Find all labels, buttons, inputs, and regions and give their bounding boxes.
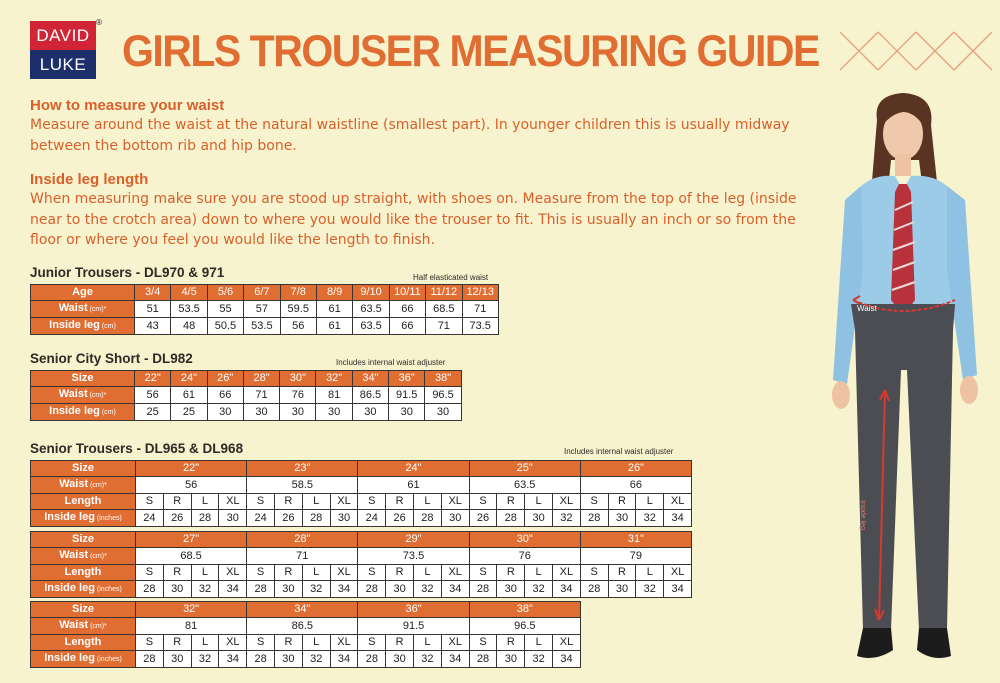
senior-size-label-text: Size: [72, 603, 95, 615]
senior-leg-cell: 30: [608, 581, 636, 598]
short-waist-cell: 56: [135, 387, 171, 404]
senior-leg-label: [31, 581, 136, 598]
senior-leg-cell: 24: [358, 510, 386, 527]
junior-waist-cell: 51: [135, 301, 171, 318]
senior-leg-cell: 32: [636, 510, 664, 527]
senior-length-label: [31, 494, 136, 510]
senior-waist-row: [31, 477, 692, 494]
senior-leg-cell: 34: [330, 581, 358, 598]
senior-leg-cell: 28: [497, 510, 525, 527]
senior-leg-cell: 30: [497, 651, 525, 668]
senior-leg-cell: 34: [441, 651, 469, 668]
senior-length-cell: XL: [330, 494, 358, 510]
junior-age-cell: 3/4: [135, 285, 171, 301]
senior-leg-cell: 34: [553, 651, 581, 668]
senior-leg-cell: 30: [163, 651, 191, 668]
junior-age-cell: 11/12: [426, 285, 462, 301]
senior-leg-cell: 28: [247, 581, 275, 598]
senior-length-row: [31, 494, 692, 510]
senior-leg-cell: 34: [664, 581, 692, 598]
junior-waist-cell: 55: [207, 301, 243, 318]
senior-leg-label-text: Inside leg: [44, 652, 95, 664]
senior-leg-label: [31, 651, 136, 668]
senior-waist-label-unit: (cm)*: [88, 553, 107, 560]
junior-age-cell: 4/5: [171, 285, 207, 301]
senior-waist-cell: 86.5: [247, 618, 358, 635]
junior-age-label: [31, 285, 135, 301]
senior-size-label: [31, 532, 136, 548]
junior-waist-cell: 71: [462, 301, 498, 318]
senior-waist-cell: 66: [580, 477, 691, 494]
senior-length-cell: XL: [553, 494, 581, 510]
junior-age-cell: 9/10: [353, 285, 389, 301]
senior-length-cell: L: [191, 635, 219, 651]
senior-leg-cell: 26: [386, 510, 414, 527]
senior-waist-cell: 61: [358, 477, 469, 494]
senior-length-label-text: Length: [64, 495, 102, 507]
short-size-cell: 36": [389, 371, 425, 387]
senior-leg-cell: 32: [191, 581, 219, 598]
senior-leg-cell: 28: [191, 510, 219, 527]
junior-leg-row: [31, 318, 499, 335]
senior-length-row: [31, 565, 692, 581]
senior-leg-label-text: Inside leg: [44, 511, 95, 523]
junior-leg-cell: 71: [426, 318, 462, 335]
senior-length-cell: S: [580, 494, 608, 510]
senior-leg-cell: 28: [580, 510, 608, 527]
senior-leg-cell: 34: [553, 581, 581, 598]
senior-waist-cell: 71: [247, 548, 358, 565]
short-leg-label-text: Inside leg: [49, 405, 100, 417]
senior-length-cell: R: [275, 565, 303, 581]
senior-leg-cell: 32: [302, 581, 330, 598]
senior-leg-cell: 32: [414, 581, 442, 598]
waist-heading: How to measure your waist: [30, 97, 225, 114]
short-leg-cell: 25: [135, 404, 171, 421]
senior-length-cell: XL: [219, 635, 247, 651]
short-waist-cell: 96.5: [425, 387, 461, 404]
short-size-cell: 26": [207, 371, 243, 387]
short-size-cell: 30": [280, 371, 316, 387]
senior-length-cell: R: [163, 635, 191, 651]
senior-table-title: Senior Trousers - DL965 & DL968: [30, 441, 244, 456]
senior-length-cell: S: [136, 635, 164, 651]
short-waist-label: [31, 387, 135, 404]
senior-leg-row: [31, 581, 692, 598]
senior-length-cell: R: [608, 494, 636, 510]
senior-leg-cell: 34: [219, 581, 247, 598]
short-table-note: Includes internal waist adjuster: [336, 358, 446, 367]
short-waist-cell: 91.5: [389, 387, 425, 404]
senior-length-cell: XL: [664, 565, 692, 581]
senior-leg-cell: 28: [247, 651, 275, 668]
senior-waist-cell: 81: [136, 618, 247, 635]
junior-age-cell: 12/13: [462, 285, 498, 301]
senior-leg-cell: 30: [163, 581, 191, 598]
senior-length-cell: L: [191, 494, 219, 510]
short-size-cell: 38": [425, 371, 461, 387]
senior-length-label-text: Length: [64, 636, 102, 648]
senior-length-cell: R: [163, 565, 191, 581]
short-leg-cell: 30: [280, 404, 316, 421]
senior-waist-cell: 63.5: [469, 477, 580, 494]
junior-waist-cell: 68.5: [426, 301, 462, 318]
senior-size-cell: 24": [358, 461, 469, 477]
short-size-label: [31, 371, 135, 387]
junior-table-title: Junior Trousers - DL970 & 971: [30, 265, 225, 280]
senior-size-cell: 31": [580, 532, 691, 548]
senior-length-cell: S: [469, 494, 497, 510]
senior-leg-cell: 24: [247, 510, 275, 527]
short-leg-cell: 25: [171, 404, 207, 421]
waist-instructions: Measure around the waist at the natural waistline (smallest part). In younger children this is usually midway between the bottom rib and hip bone.: [30, 117, 790, 154]
senior-leg-cell: 26: [163, 510, 191, 527]
junior-leg-cell: 53.5: [244, 318, 280, 335]
junior-leg-cell: 61: [316, 318, 352, 335]
junior-waist-cell: 63.5: [353, 301, 389, 318]
senior-length-cell: S: [136, 494, 164, 510]
short-leg-cell: 30: [316, 404, 352, 421]
senior-length-label-text: Length: [64, 566, 102, 578]
junior-age-cell: 8/9: [316, 285, 352, 301]
senior-leg-cell: 28: [358, 581, 386, 598]
senior-leg-cell: 28: [358, 651, 386, 668]
short-size-cell: 22": [135, 371, 171, 387]
junior-leg-cell: 48: [171, 318, 207, 335]
junior-leg-cell: 56: [280, 318, 316, 335]
junior-age-row: [31, 285, 499, 301]
waist-measure-label: Waist: [857, 304, 877, 313]
senior-waist-cell: 68.5: [136, 548, 247, 565]
senior-leg-cell: 26: [469, 510, 497, 527]
junior-leg-label: [31, 318, 135, 335]
senior-size-label-text: Size: [71, 462, 94, 474]
senior-length-cell: R: [497, 494, 525, 510]
inside-leg-measure-label: Inside leg: [859, 500, 866, 530]
senior-length-cell: XL: [330, 565, 358, 581]
senior-size-row: [31, 602, 581, 618]
senior-leg-cell: 32: [302, 651, 330, 668]
senior-waist-cell: 79: [580, 548, 691, 565]
senior-leg-cell: 30: [497, 581, 525, 598]
senior-length-cell: L: [636, 494, 664, 510]
short-waist-label-text: Waist: [58, 388, 88, 400]
senior-leg-row: [31, 510, 692, 527]
senior-length-cell: XL: [330, 635, 358, 651]
senior-length-cell: XL: [441, 494, 469, 510]
senior-leg-cell: 28: [136, 651, 164, 668]
senior-waist-label-text: Waist: [59, 549, 89, 561]
senior-length-cell: R: [275, 494, 303, 510]
senior-leg-label: [31, 510, 136, 527]
short-leg-cell: 30: [425, 404, 461, 421]
senior-length-cell: L: [525, 494, 553, 510]
senior-length-cell: S: [247, 494, 275, 510]
junior-age-cell: 10/11: [389, 285, 425, 301]
leg-heading: Inside leg length: [30, 171, 149, 188]
senior-leg-cell: 30: [330, 510, 358, 527]
brand-logo-bottom: LUKE: [30, 50, 96, 79]
senior-length-cell: R: [497, 635, 525, 651]
senior-waist-cell: 58.5: [247, 477, 358, 494]
senior-size-row: [31, 461, 692, 477]
senior-length-cell: R: [386, 635, 414, 651]
senior-length-cell: L: [191, 565, 219, 581]
short-leg-label-unit: (cm): [99, 409, 116, 416]
senior-leg-cell: 28: [469, 581, 497, 598]
senior-waist-label-text: Waist: [59, 619, 89, 631]
junior-leg-cell: 66: [389, 318, 425, 335]
senior-length-cell: R: [497, 565, 525, 581]
short-waist-cell: 81: [316, 387, 352, 404]
senior-length-cell: L: [636, 565, 664, 581]
senior-table-note: Includes internal waist adjuster: [564, 447, 674, 456]
junior-table-note: Half elasticated waist: [413, 273, 489, 282]
junior-leg-cell: 63.5: [353, 318, 389, 335]
junior-leg-label-text: Inside leg: [49, 319, 100, 331]
short-table-title: Senior City Short - DL982: [30, 351, 193, 366]
senior-length-cell: L: [302, 565, 330, 581]
senior-leg-cell: 32: [553, 510, 581, 527]
junior-age-cell: 5/6: [207, 285, 243, 301]
senior-length-cell: XL: [219, 494, 247, 510]
senior-length-cell: S: [580, 565, 608, 581]
senior-leg-cell: 28: [414, 510, 442, 527]
senior-length-cell: XL: [553, 635, 581, 651]
senior-length-label: [31, 565, 136, 581]
senior-size-cell: 25": [469, 461, 580, 477]
page-title: GIRLS TROUSER MEASURING GUIDE: [122, 26, 819, 76]
junior-waist-cell: 57: [244, 301, 280, 318]
senior-leg-cell: 24: [136, 510, 164, 527]
short-size-row: [31, 371, 462, 387]
senior-size-cell: 22": [136, 461, 247, 477]
short-size-table: [30, 370, 462, 421]
senior-size-cell: 34": [247, 602, 358, 618]
senior-length-label: [31, 635, 136, 651]
senior-leg-cell: 32: [414, 651, 442, 668]
senior-length-cell: L: [302, 635, 330, 651]
senior-length-cell: XL: [441, 635, 469, 651]
senior-length-cell: L: [414, 565, 442, 581]
senior-size-table-block-2: [30, 531, 692, 598]
senior-waist-label-unit: (cm)*: [88, 623, 107, 630]
senior-leg-cell: 32: [525, 581, 553, 598]
senior-leg-row: [31, 651, 581, 668]
senior-length-cell: S: [469, 635, 497, 651]
senior-size-cell: 28": [247, 532, 358, 548]
senior-length-cell: L: [414, 635, 442, 651]
senior-size-cell: 27": [136, 532, 247, 548]
junior-waist-row: [31, 301, 499, 318]
senior-length-cell: R: [386, 565, 414, 581]
senior-length-cell: S: [247, 635, 275, 651]
senior-leg-cell: 30: [275, 651, 303, 668]
junior-waist-cell: 61: [316, 301, 352, 318]
senior-length-cell: XL: [219, 565, 247, 581]
senior-length-cell: L: [525, 635, 553, 651]
junior-waist-cell: 59.5: [280, 301, 316, 318]
senior-size-label: [31, 602, 136, 618]
junior-waist-cell: 53.5: [171, 301, 207, 318]
senior-length-cell: R: [608, 565, 636, 581]
short-leg-cell: 30: [243, 404, 279, 421]
senior-leg-cell: 30: [386, 651, 414, 668]
senior-length-cell: XL: [553, 565, 581, 581]
senior-size-label: [31, 461, 136, 477]
senior-length-cell: S: [358, 494, 386, 510]
short-leg-cell: 30: [207, 404, 243, 421]
junior-leg-cell: 73.5: [462, 318, 498, 335]
short-size-cell: 24": [171, 371, 207, 387]
junior-size-table: [30, 284, 499, 335]
decorative-cross-pattern-icon: [840, 30, 1000, 72]
senior-leg-cell: 34: [219, 651, 247, 668]
short-waist-cell: 86.5: [352, 387, 388, 404]
junior-leg-cell: 43: [135, 318, 171, 335]
short-waist-cell: 76: [280, 387, 316, 404]
short-waist-cell: 71: [243, 387, 279, 404]
short-waist-cell: 61: [171, 387, 207, 404]
model-photo: [815, 90, 995, 683]
senior-waist-cell: 96.5: [469, 618, 580, 635]
junior-waist-label-text: Waist: [58, 302, 88, 314]
senior-length-cell: XL: [664, 494, 692, 510]
senior-length-cell: R: [275, 635, 303, 651]
senior-size-table-block-3: [30, 601, 581, 668]
senior-leg-cell: 34: [330, 651, 358, 668]
senior-length-row: [31, 635, 581, 651]
short-size-cell: 28": [243, 371, 279, 387]
senior-waist-cell: 76: [469, 548, 580, 565]
senior-leg-cell: 28: [136, 581, 164, 598]
registered-mark: ®: [95, 18, 103, 27]
junior-age-cell: 7/8: [280, 285, 316, 301]
senior-leg-cell: 30: [275, 581, 303, 598]
senior-waist-label: [31, 477, 136, 494]
junior-age-label-text: Age: [72, 286, 93, 298]
leg-instructions: When measuring make sure you are stood up straight, with shoes on. Measure from the top of the leg (inside near to the crotch area) down to where you would like the trouser to fit. This is usually an inch or so from the floor or where you feel you would like the length to finish.: [30, 191, 797, 248]
senior-waist-label: [31, 618, 136, 635]
brand-logo-top: DAVID: [30, 21, 96, 50]
senior-length-cell: R: [163, 494, 191, 510]
senior-leg-cell: 30: [219, 510, 247, 527]
senior-length-cell: S: [358, 635, 386, 651]
senior-leg-cell: 28: [302, 510, 330, 527]
senior-length-cell: S: [469, 565, 497, 581]
senior-waist-label-text: Waist: [59, 478, 89, 490]
senior-leg-cell: 30: [608, 510, 636, 527]
senior-size-cell: 23": [247, 461, 358, 477]
senior-leg-label-unit: (inches): [94, 586, 122, 593]
short-waist-row: [31, 387, 462, 404]
senior-waist-label-unit: (cm)*: [88, 482, 107, 489]
short-waist-cell: 66: [207, 387, 243, 404]
senior-leg-cell: 30: [441, 510, 469, 527]
short-size-cell: 32": [316, 371, 352, 387]
senior-waist-cell: 91.5: [358, 618, 469, 635]
senior-leg-label-unit: (inches): [94, 656, 122, 663]
senior-leg-cell: 32: [636, 581, 664, 598]
senior-size-label-text: Size: [71, 533, 94, 545]
senior-waist-label: [31, 548, 136, 565]
senior-leg-cell: 26: [275, 510, 303, 527]
short-leg-cell: 30: [389, 404, 425, 421]
senior-length-cell: L: [302, 494, 330, 510]
senior-waist-row: [31, 548, 692, 565]
short-size-cell: 34": [352, 371, 388, 387]
senior-waist-cell: 56: [136, 477, 247, 494]
junior-age-cell: 6/7: [244, 285, 280, 301]
senior-length-cell: S: [136, 565, 164, 581]
senior-leg-cell: 34: [664, 510, 692, 527]
senior-leg-cell: 34: [441, 581, 469, 598]
short-leg-label: [31, 404, 135, 421]
short-size-label-text: Size: [71, 372, 94, 384]
junior-waist-cell: 66: [389, 301, 425, 318]
senior-waist-cell: 73.5: [358, 548, 469, 565]
short-leg-cell: 30: [352, 404, 388, 421]
senior-size-cell: 29": [358, 532, 469, 548]
senior-length-cell: L: [525, 565, 553, 581]
junior-waist-label-unit: (cm)*: [87, 306, 107, 313]
senior-length-cell: XL: [441, 565, 469, 581]
senior-waist-row: [31, 618, 581, 635]
senior-leg-cell: 32: [191, 651, 219, 668]
senior-leg-cell: 28: [580, 581, 608, 598]
senior-size-cell: 32": [136, 602, 247, 618]
senior-leg-cell: 32: [525, 651, 553, 668]
senior-size-cell: 38": [469, 602, 580, 618]
senior-size-cell: 30": [469, 532, 580, 548]
junior-leg-cell: 50.5: [207, 318, 243, 335]
senior-size-table-block-1: [30, 460, 692, 527]
senior-size-cell: 26": [580, 461, 691, 477]
senior-leg-cell: 30: [386, 581, 414, 598]
senior-leg-cell: 28: [469, 651, 497, 668]
senior-length-cell: S: [247, 565, 275, 581]
senior-leg-cell: 30: [525, 510, 553, 527]
senior-length-cell: L: [414, 494, 442, 510]
senior-leg-label-text: Inside leg: [44, 582, 95, 594]
short-waist-label-unit: (cm)*: [87, 392, 107, 399]
short-leg-row: [31, 404, 462, 421]
senior-leg-label-unit: (inches): [94, 515, 122, 522]
junior-leg-label-unit: (cm): [99, 323, 116, 330]
senior-length-cell: R: [386, 494, 414, 510]
senior-size-cell: 36": [358, 602, 469, 618]
junior-waist-label: [31, 301, 135, 318]
senior-size-row: [31, 532, 692, 548]
brand-logo: [30, 18, 103, 79]
senior-length-cell: S: [358, 565, 386, 581]
